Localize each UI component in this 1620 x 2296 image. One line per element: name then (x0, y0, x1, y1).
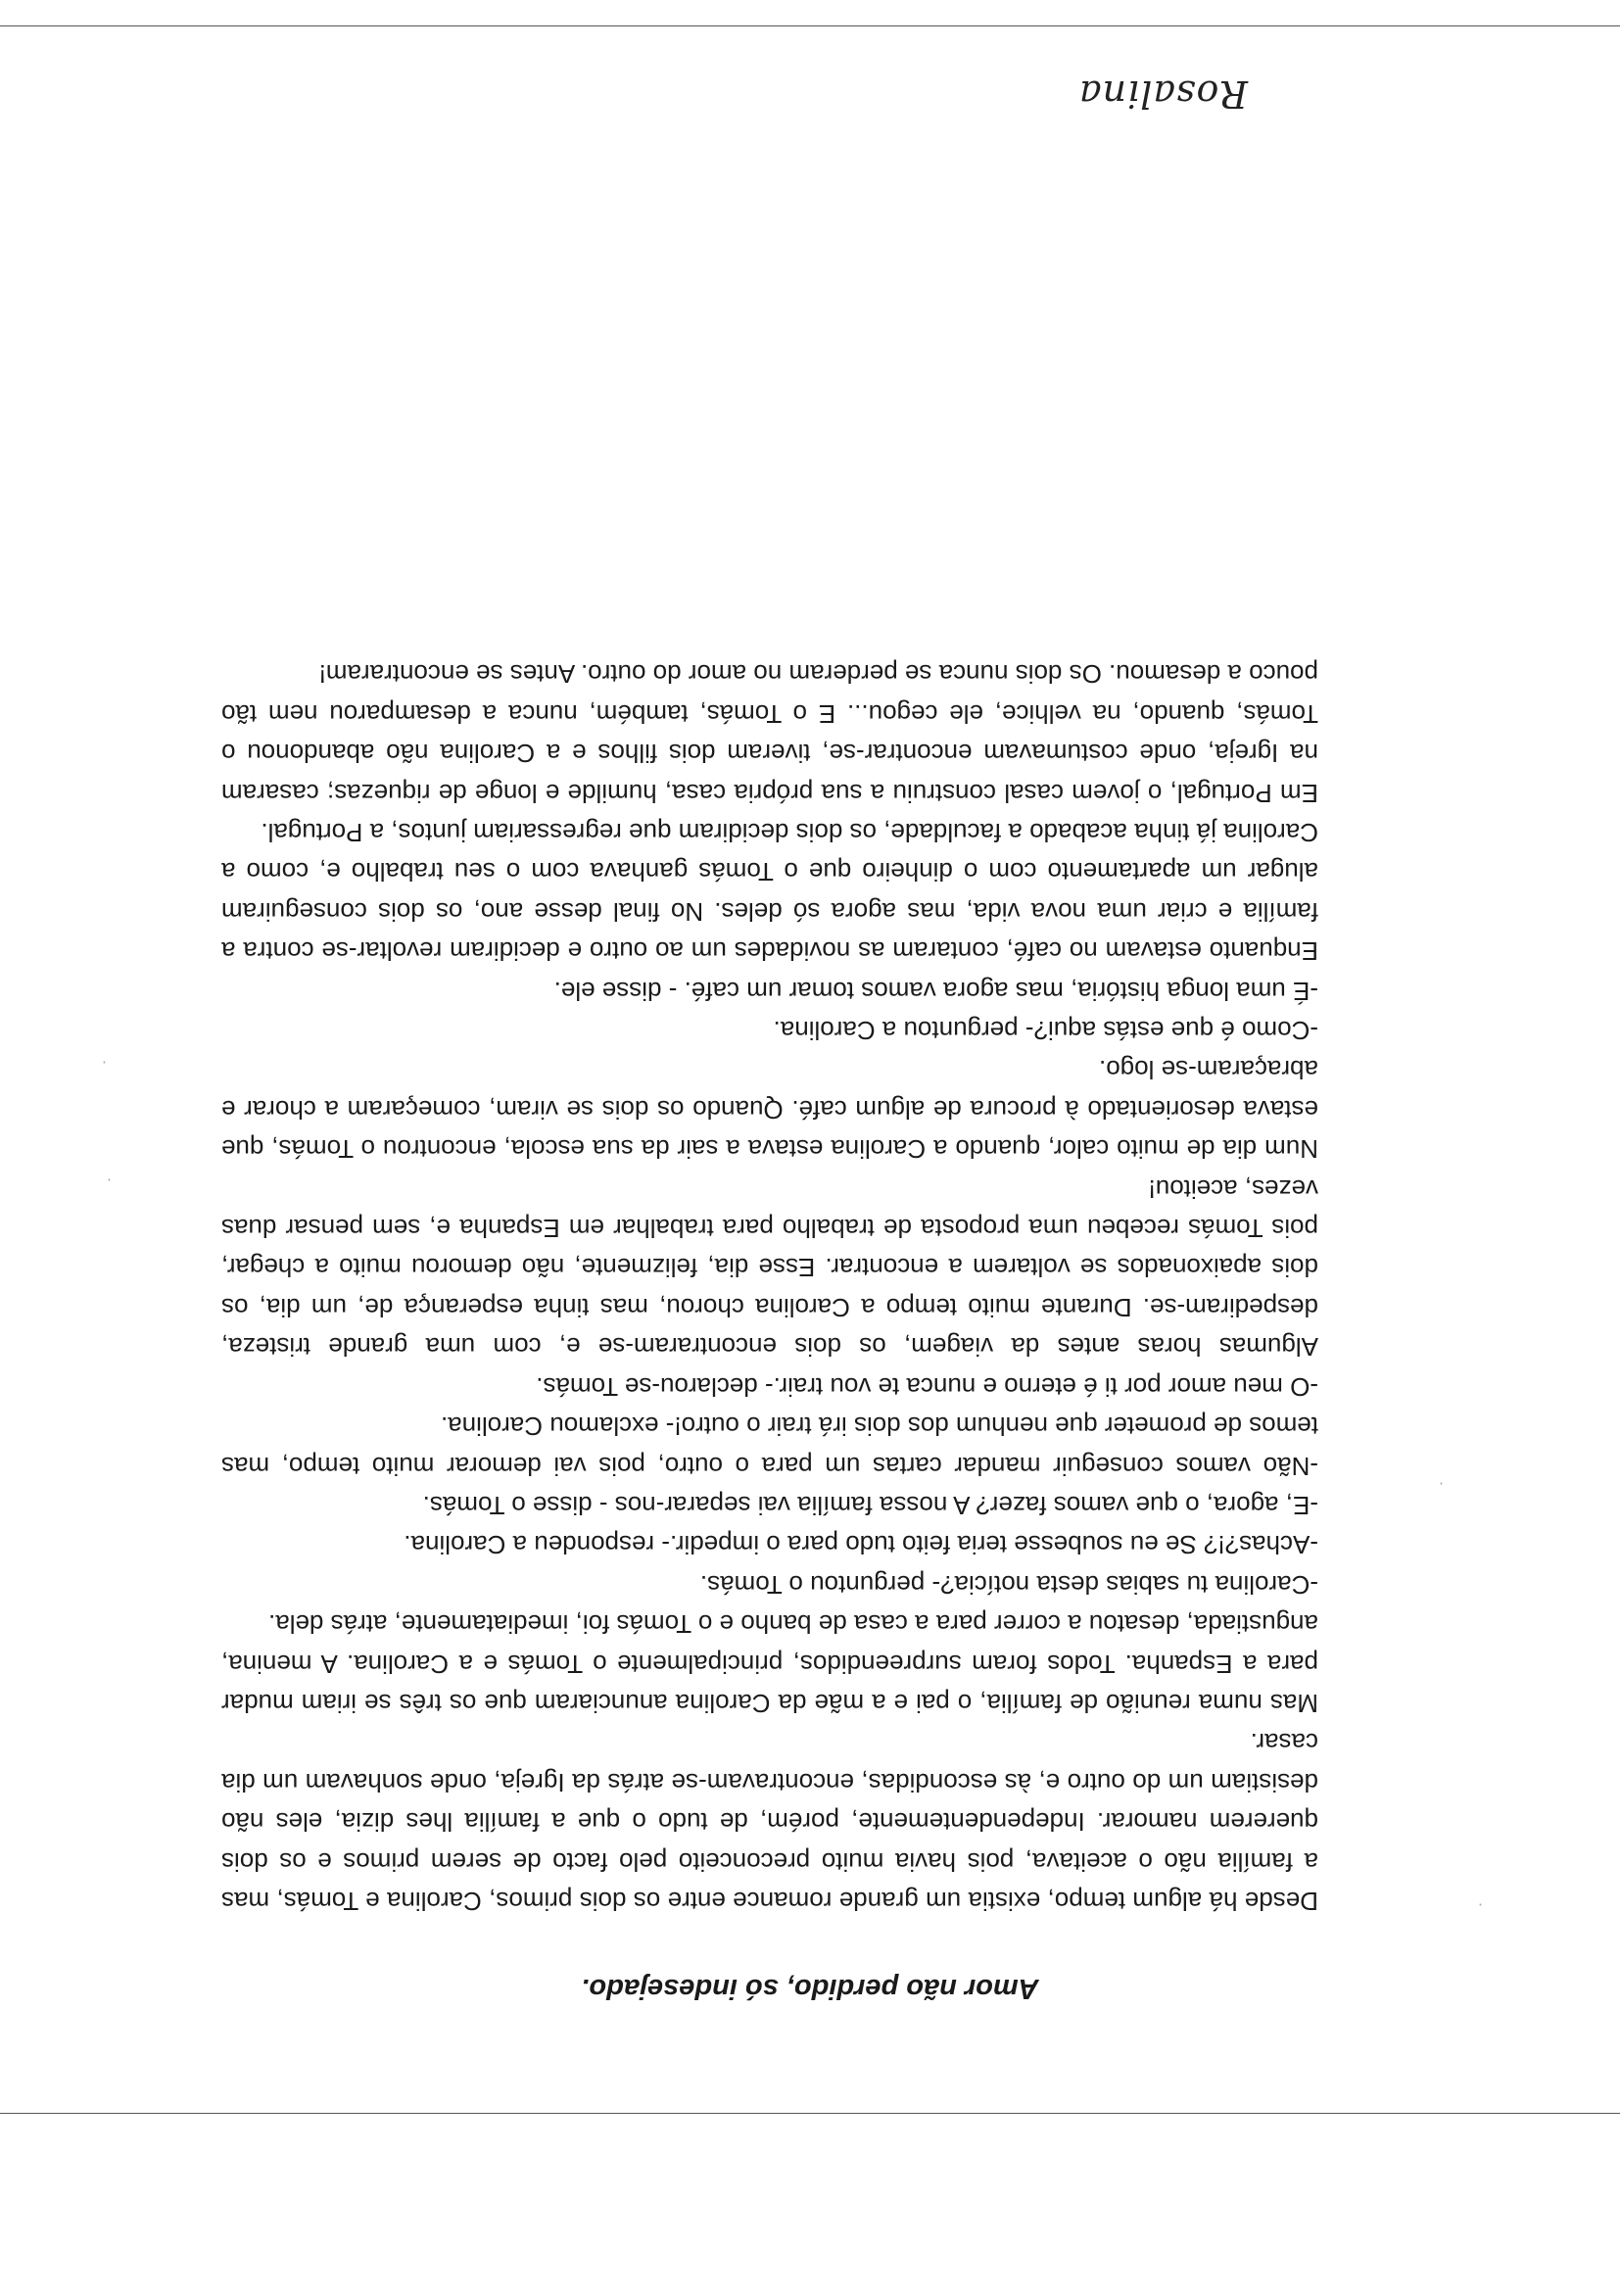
paragraph: Desde há algum tempo, existia um grande romance entre os dois primos, Carolina e Tomás, mas a família não o aceitava, pois havia muito preconceito pelo facto de serem primos e os dois quererem namorar. Independentemente, porém, de tudo o que a família lhes dizia, eles não desistiam um do outro e, às escondidas, encontravam-se atrás da Igreja, onde sonhavam um dia casar. (221, 1728, 1318, 1916)
scan-speck: · (1438, 1474, 1444, 1493)
paragraph: Mas numa reunião de família, o pai e a mãe da Carolina anunciaram que os três se iriam mudar para a Espanha. Todos foram surpreendidos, principalmente o Tomás e a Carolina. A menina, angustiada, desatou a correr para a casa de banho e o Tomás foi, imediatamente, atrás dela. (221, 1609, 1318, 1718)
paragraph: Enquanto estavam no café, contaram as novidades um ao outro e decidiram revoltar-se contra a família e criar uma nova vida, mas agora só deles. No final desse ano, os dois conseguiram alugar um apartamento com o dinheiro que o Tomás ganhava com o seu trabalho e, como a Carolina já tinha acabado a faculdade, os dois decidiram que regressariam juntos, a Portugal. (221, 818, 1318, 967)
dialogue-line: -Achas?!? Se eu soubesse teria feito tudo para o impedir.- respondeu a Carolina. (404, 1530, 1318, 1560)
dialogue-line: -Carolina tu sabias desta notícia?- perguntou o Tomás. (699, 1569, 1318, 1600)
dialogue-line: -O meu amor por ti é eterno e nunca te vou trair.- declarou-se Tomás. (536, 1371, 1318, 1402)
paragraph: Algumas horas antes da viagem, os dois encontraram-se e, com uma grande tristeza, despediram-se. Durante muito tempo a Carolina chorou, mas tinha esperança de, um dia, os dois apaixonados se voltarem a encontrar. Esse dia, felizmente, não demorou muito a chegar, pois Tomás recebeu uma proposta de trabalho para trabalhar em Espanha e, sem pensar duas vezes, aceitou! (221, 1173, 1318, 1363)
scan-speck: · (1477, 1895, 1483, 1914)
scan-speck: · (106, 1171, 112, 1189)
scan-speck: · (101, 1053, 107, 1072)
handwritten-signature: Rosalina (1077, 72, 1248, 116)
dialogue-line: -Não vamos conseguir mandar cartas um para o outro, pois vai demorar muito tempo, mas temos de prometer que nenhum dos dois irá trair o outro!- exclamou Carolina. (221, 1411, 1318, 1481)
dialogue-line: -É uma longa história, mas agora vamos tomar um café. - disse ele. (553, 976, 1318, 1006)
document-title: Amor não perdido, só indesejado. (581, 1973, 1039, 2004)
dialogue-line: -Como é que estás aqui?- perguntou a Carolina. (773, 1016, 1318, 1046)
story-body (221, 654, 1318, 1921)
scan-edge-line-bottom (0, 2113, 1620, 2114)
paragraph: Num dia de muito calor, quando a Carolina estava a sair da sua escola, encontrou o Tomás, que estava desorientado à procura de algum café. Quando os dois se viram, começaram a chorar e abraçaram-se logo. (221, 1055, 1318, 1165)
scan-edge-line-top (0, 25, 1620, 26)
dialogue-line: -E, agora, o que vamos fazer? A nossa família vai separar-nos - disse o Tomás. (422, 1490, 1318, 1520)
paragraph: Em Portugal, o jovem casal construiu a sua própria casa, humilde e longe de riquezas; casaram na Igreja, onde costumavam encontrar-se, tiveram dois filhos e a Carolina não abandonou o Tomás, quando, na velhice, ele cegou... E o Tomás, também, nunca a desamparou nem tão pouco a desamou. Os dois nunca se perderam no amor do outro. Antes se encontraram! (221, 659, 1318, 808)
